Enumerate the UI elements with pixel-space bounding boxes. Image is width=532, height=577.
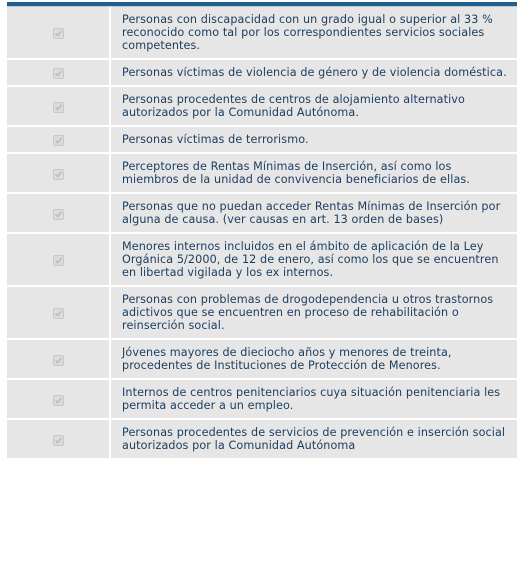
criterion-text: Menores internos incluidos en el ámbito de aplicación de la Ley Orgánica 5/2000, de 12 de enero, así como los que se encuentren en libertad vigilada y los ex internos. — [110, 233, 517, 286]
disabled-checkbox[interactable] — [53, 68, 64, 79]
checkmark-icon — [54, 29, 63, 38]
disabled-checkbox[interactable] — [53, 308, 64, 319]
checkbox-cell — [7, 7, 110, 59]
table-row-5 — [7, 153, 517, 193]
disabled-checkbox[interactable] — [53, 209, 64, 220]
disabled-checkbox[interactable] — [53, 255, 64, 266]
criterion-text: Perceptores de Rentas Mínimas de Inserción, así como los miembros de la unidad de convivencia beneficiarios de ellas. — [110, 153, 517, 193]
disabled-checkbox[interactable] — [53, 169, 64, 180]
checkmark-icon — [54, 356, 63, 365]
criterion-text: Personas procedentes de servicios de prevención e inserción social autorizados por la Comunidad Autónoma — [110, 419, 517, 459]
checkbox-cell — [7, 339, 110, 379]
table-row-4 — [7, 126, 517, 153]
criterion-text: Jóvenes mayores de dieciocho años y menores de treinta, procedentes de Instituciones de Protección de Menores. — [110, 339, 517, 379]
criteria-table — [7, 7, 517, 460]
table-row-10 — [7, 379, 517, 419]
checkbox-cell — [7, 233, 110, 286]
checkbox-cell — [7, 419, 110, 459]
table-row-11 — [7, 419, 517, 459]
table-row-6 — [7, 193, 517, 233]
checkmark-icon — [54, 136, 63, 145]
table-row-8 — [7, 286, 517, 339]
criterion-text: Personas víctimas de violencia de género y de violencia doméstica. — [110, 59, 517, 86]
checkmark-icon — [54, 170, 63, 179]
disabled-checkbox[interactable] — [53, 102, 64, 113]
table-row-1 — [7, 7, 517, 59]
table-row-3 — [7, 86, 517, 126]
disabled-checkbox[interactable] — [53, 435, 64, 446]
checkbox-cell — [7, 59, 110, 86]
checkbox-cell — [7, 86, 110, 126]
disabled-checkbox[interactable] — [53, 135, 64, 146]
disabled-checkbox[interactable] — [53, 28, 64, 39]
criterion-text: Personas con discapacidad con un grado igual o superior al 33 % reconocido como tal por los correspondientes servicios sociales competentes. — [110, 7, 517, 59]
checkbox-cell — [7, 126, 110, 153]
checkbox-cell — [7, 193, 110, 233]
criterion-text: Personas con problemas de drogodependencia u otros trastornos adictivos que se encuentren en proceso de rehabilitación o reinserción social. — [110, 286, 517, 339]
table-row-7 — [7, 233, 517, 286]
checkbox-cell — [7, 286, 110, 339]
checkmark-icon — [54, 256, 63, 265]
checkmark-icon — [54, 309, 63, 318]
checkbox-cell — [7, 153, 110, 193]
checkmark-icon — [54, 103, 63, 112]
disabled-checkbox[interactable] — [53, 355, 64, 366]
table-row-2 — [7, 59, 517, 86]
criterion-text: Internos de centros penitenciarios cuya situación penitenciaria les permita acceder a un empleo. — [110, 379, 517, 419]
criteria-rows — [7, 7, 517, 459]
checkmark-icon — [54, 210, 63, 219]
criterion-text: Personas víctimas de terrorismo. — [110, 126, 517, 153]
criteria-panel — [7, 2, 517, 460]
table-row-9 — [7, 339, 517, 379]
criterion-text: Personas que no puedan acceder Rentas Mínimas de Inserción por alguna de causa. (ver causas en art. 13 orden de bases) — [110, 193, 517, 233]
checkmark-icon — [54, 436, 63, 445]
checkmark-icon — [54, 396, 63, 405]
criterion-text: Personas procedentes de centros de alojamiento alternativo autorizados por la Comunidad Autónoma. — [110, 86, 517, 126]
disabled-checkbox[interactable] — [53, 395, 64, 406]
checkbox-cell — [7, 379, 110, 419]
checkmark-icon — [54, 69, 63, 78]
